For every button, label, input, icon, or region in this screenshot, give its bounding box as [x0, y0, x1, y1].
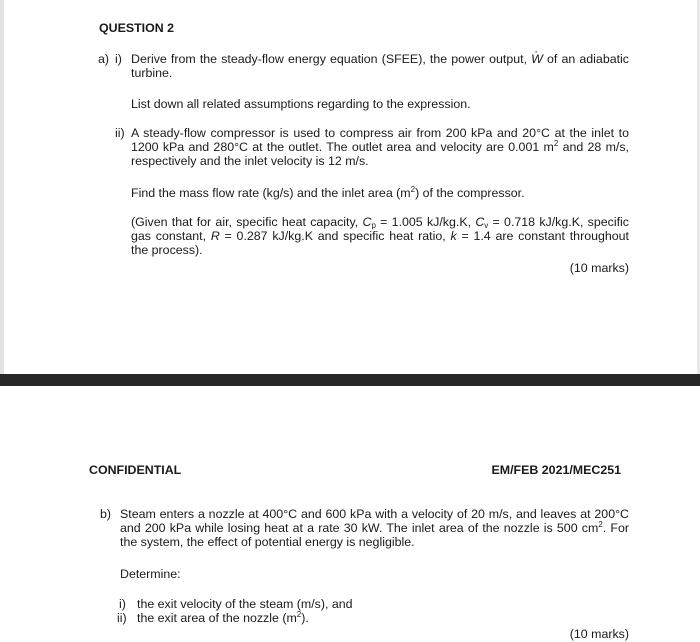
- part-a-ii-text: [131, 126, 629, 168]
- cp-sub: p: [371, 221, 376, 230]
- part-a-ii-text-2: and 28 m/s, respectively and the inlet velocity is 12 m/s.: [131, 140, 629, 168]
- find-text: [131, 186, 525, 200]
- header-confidential: CONFIDENTIAL: [89, 463, 182, 477]
- k-symbol: k: [450, 229, 457, 243]
- part-a-i-text-1: Derive from the steady-flow energy equation (SFEE), the power output,: [131, 52, 528, 66]
- determine-label: Determine:: [120, 567, 181, 581]
- item-ii-text-main: the exit area of the nozzle (m: [137, 611, 297, 625]
- page-edge-left: [0, 0, 4, 374]
- given-text: [131, 215, 629, 257]
- part-a-i-text: [131, 52, 629, 80]
- part-a-ii-text-1: A steady-flow compressor is used to compress air from 200 kPa and 20°C at the inlet to 1200 kPa and 280°C at the outlet. The outlet area and velocity are 0.001 m: [131, 126, 629, 154]
- find-exp: 2: [410, 185, 416, 194]
- item-ii-exp: 2: [296, 610, 302, 619]
- power-symbol: · W: [531, 52, 543, 66]
- part-b-text-2: . For the system, the effect of potential energy is negligible.: [120, 521, 629, 549]
- part-a-ii-exp: 2: [553, 139, 559, 148]
- part-a-ii-label: ii): [115, 126, 125, 140]
- given-text-5: = 1.4 are constant throughout the process).: [131, 229, 629, 257]
- cv-symbol: C: [475, 215, 485, 229]
- part-b-text: [120, 507, 629, 549]
- page-divider: [0, 374, 700, 386]
- part-b-text-1: Steam enters a nozzle at 400°C and 600 kPa with a velocity of 20 m/s, and leaves at 200°C and 200 kPa while losing heat at a rate 30 kW. The inlet area of the nozzle is 500 cm: [120, 507, 629, 535]
- given-text-3: = 0.718 kJ/kg.K, specific gas constant,: [131, 215, 629, 243]
- item-ii-tail: ).: [301, 611, 309, 625]
- part-a-i-label: i): [115, 52, 122, 66]
- part-a-marks: (10 marks): [569, 261, 629, 275]
- part-b-label: b): [100, 507, 112, 521]
- item-i-text: the exit velocity of the steam (m/s), and: [137, 597, 353, 611]
- given-text-4: = 0.287 kJ/kg.K and specific heat ratio,: [224, 229, 446, 243]
- find-text-1: Find the mass flow rate (kg/s) and the inlet area (m: [131, 186, 411, 200]
- find-text-2: ) of the compressor.: [415, 186, 525, 200]
- part-b-marks: (10 marks): [569, 627, 629, 641]
- cv-sub: v: [484, 221, 489, 230]
- given-text-1: (Given that for air, specific heat capacity,: [131, 215, 359, 229]
- item-i-label: i): [119, 597, 126, 611]
- part-a-i-text-2: of an adiabatic turbine.: [131, 52, 629, 80]
- item-ii-label: ii): [117, 611, 127, 625]
- part-b-exp: 2: [598, 520, 603, 529]
- header-course-code: EM/FEB 2021/MEC251: [491, 463, 621, 477]
- assumptions-text: List down all related assumptions regarding to the expression.: [131, 97, 471, 111]
- part-a-label: a): [98, 52, 110, 66]
- cp-symbol: C: [362, 215, 372, 229]
- given-text-2: = 1.005 kJ/kg.K,: [380, 215, 472, 229]
- question-title: QUESTION 2: [99, 21, 175, 35]
- r-symbol: R: [210, 229, 220, 243]
- item-ii-text: [137, 611, 309, 625]
